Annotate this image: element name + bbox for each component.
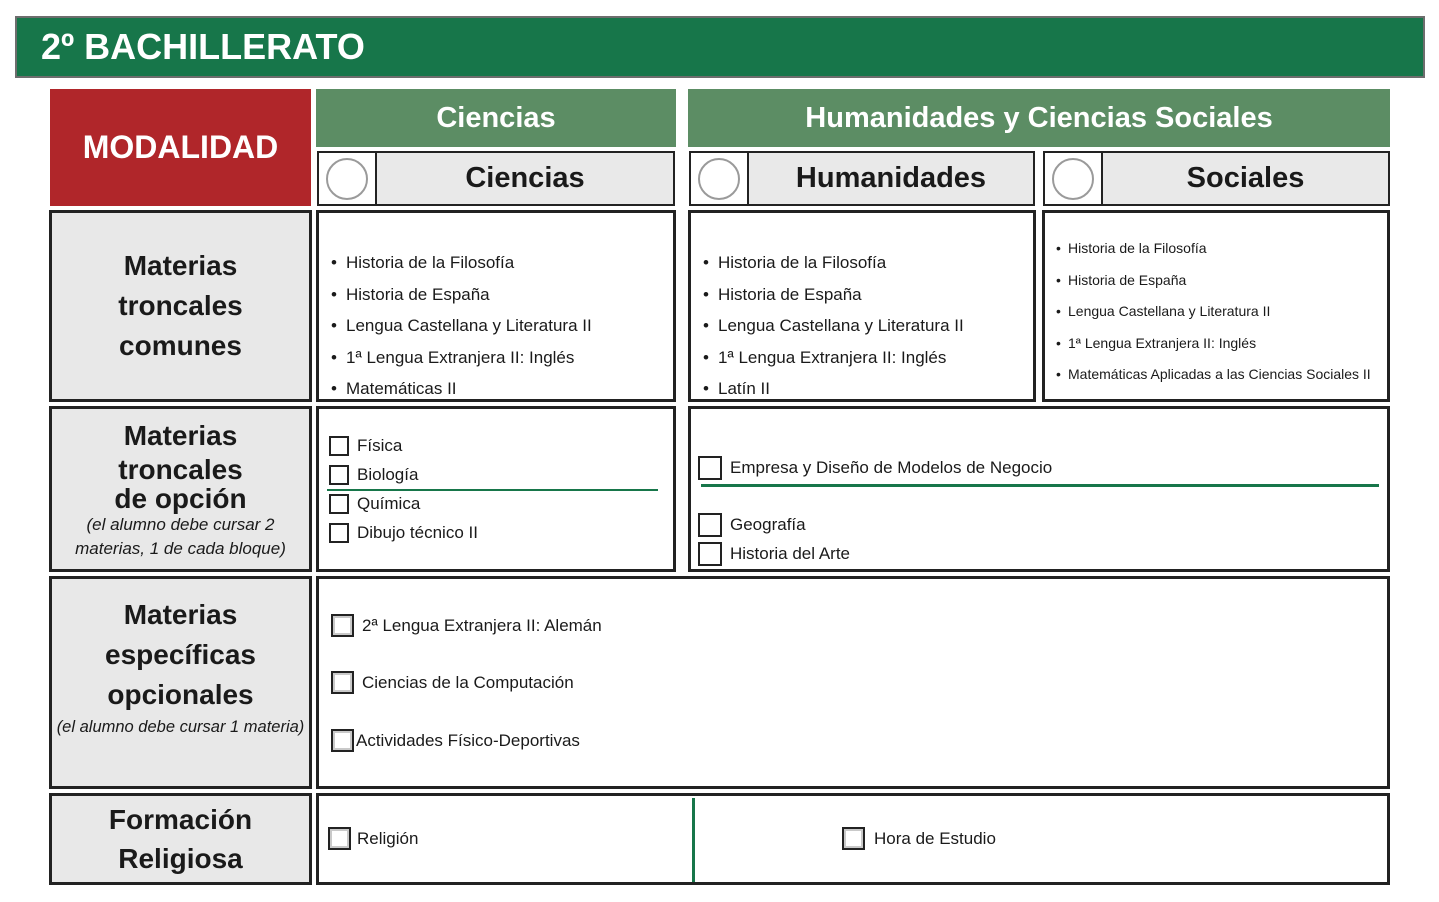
row-label-line: Materias (123, 250, 238, 281)
modality-header-ciencias: Ciencias (316, 89, 676, 147)
checkbox-icon[interactable] (842, 827, 865, 850)
list-item: • 1ª Lengua Extranjera II: Inglés (703, 342, 1033, 374)
track-sociales (1043, 151, 1390, 206)
row-label-line: Materias (123, 599, 238, 630)
comunes-sociales-box (1042, 210, 1390, 402)
checkbox-label: Historia del Arte (730, 543, 850, 563)
checkbox-icon[interactable] (328, 827, 351, 850)
checkbox-icon[interactable] (698, 513, 722, 537)
checkbox-label: Ciencias de la Computación (362, 672, 574, 692)
row-label-religiosa (49, 793, 312, 885)
list-item: • Historia de España (331, 279, 673, 311)
track-ciencias-label: Ciencias (465, 162, 585, 194)
checkbox-historia-arte[interactable] (698, 539, 850, 568)
checkbox-dibujo[interactable] (329, 518, 673, 547)
checkbox-label: 2ª Lengua Extranjera II: Alemán (362, 615, 602, 635)
checkbox-label: Física (357, 435, 403, 455)
checkbox-label: Biología (357, 464, 419, 484)
list-item: • Historia de España (1056, 265, 1387, 297)
track-ciencias-radio[interactable] (326, 158, 368, 200)
track-humanidades-label: Humanidades (795, 162, 987, 194)
checkbox-aleman[interactable] (331, 611, 602, 640)
row-label-note: materias, 1 de cada bloque) (75, 539, 286, 558)
checkbox-biologia[interactable] (329, 460, 673, 489)
list-item: • Historia de España (703, 279, 1033, 311)
track-sociales-label: Sociales (1186, 162, 1305, 194)
row-label-note: (el alumno debe cursar 2 (86, 515, 275, 534)
row-label-line: troncales (118, 454, 243, 485)
row-label-troncales-comunes (49, 210, 312, 402)
comunes-humanidades-box (688, 210, 1036, 402)
list-item: • Matemáticas II (331, 373, 673, 405)
list-item: • Historia de la Filosofía (703, 247, 1033, 279)
checkbox-icon[interactable] (698, 542, 722, 566)
track-sociales-radio[interactable] (1052, 158, 1094, 200)
religiosa-box (316, 793, 1390, 885)
checkbox-label: Química (357, 493, 421, 513)
comunes-ciencias-box (316, 210, 676, 402)
block-divider (327, 489, 658, 491)
checkbox-religion[interactable] (328, 824, 418, 853)
row-label-line: opcionales (107, 679, 254, 710)
row-label-line: Formación (108, 804, 253, 835)
checkbox-label: Religión (357, 828, 419, 848)
track-humanidades-radio[interactable] (698, 158, 740, 200)
row-label-troncales-opcion (49, 406, 312, 572)
checkbox-fisica[interactable] (329, 431, 673, 460)
list-item: • Historia de la Filosofía (1056, 233, 1387, 265)
track-ciencias (317, 151, 675, 206)
list-item: • 1ª Lengua Extranjera II: Inglés (331, 342, 673, 374)
list-item: • Matemáticas Aplicadas a las Ciencias Sociales II (1056, 359, 1387, 391)
checkbox-quimica[interactable] (329, 489, 673, 518)
list-item: • 1ª Lengua Extranjera II: Inglés (1056, 328, 1387, 360)
checkbox-label: Empresa y Diseño de Modelos de Negocio (730, 457, 1053, 477)
checkbox-icon[interactable] (329, 494, 349, 514)
checkbox-icon[interactable] (331, 729, 354, 752)
checkbox-geografia[interactable] (698, 510, 850, 539)
checkbox-hora-estudio[interactable] (842, 824, 996, 853)
track-humanidades (689, 151, 1035, 206)
modality-header-humanidades-sociales: Humanidades y Ciencias Sociales (688, 89, 1390, 147)
list-item: • Latín II (703, 373, 1033, 405)
hcs-block1 (698, 453, 1052, 482)
page-title: 2º BACHILLERATO (15, 16, 1425, 78)
especificas-box (316, 576, 1390, 789)
checkbox-label: Hora de Estudio (874, 828, 996, 848)
row-label-line: Religiosa (118, 843, 243, 874)
hcs-block2 (698, 510, 850, 568)
row-label-line: específicas (105, 639, 256, 670)
checkbox-icon[interactable] (331, 614, 354, 637)
row-label-line: de opción (114, 483, 247, 514)
row-label-line: troncales (118, 290, 243, 321)
checkbox-icon[interactable] (331, 671, 354, 694)
row-label-note: (el alumno debe cursar 1 materia) (56, 718, 305, 736)
checkbox-computacion[interactable] (331, 668, 574, 697)
religiosa-divider (692, 798, 695, 882)
row-label-especificas (49, 576, 312, 789)
list-item: • Lengua Castellana y Literatura II (1056, 296, 1387, 328)
checkbox-icon[interactable] (329, 465, 349, 485)
opcion-hcs-box (688, 406, 1390, 572)
checkbox-actividades[interactable] (331, 726, 580, 755)
checkbox-icon[interactable] (329, 436, 349, 456)
row-label-line: comunes (119, 330, 242, 361)
list-item: • Historia de la Filosofía (331, 247, 673, 279)
checkbox-icon[interactable] (329, 523, 349, 543)
list-item: • Lengua Castellana y Literatura II (331, 310, 673, 342)
checkbox-label: Dibujo técnico II (357, 522, 478, 542)
checkbox-label: Geografía (730, 514, 806, 534)
list-item: • Lengua Castellana y Literatura II (703, 310, 1033, 342)
row-label-line: Materias (123, 420, 238, 451)
modalidad-label: MODALIDAD (50, 89, 311, 206)
checkbox-empresa[interactable] (698, 453, 1052, 482)
checkbox-label: Actividades Físico-Deportivas (356, 730, 580, 750)
checkbox-icon[interactable] (698, 456, 722, 480)
block-divider (701, 484, 1379, 487)
